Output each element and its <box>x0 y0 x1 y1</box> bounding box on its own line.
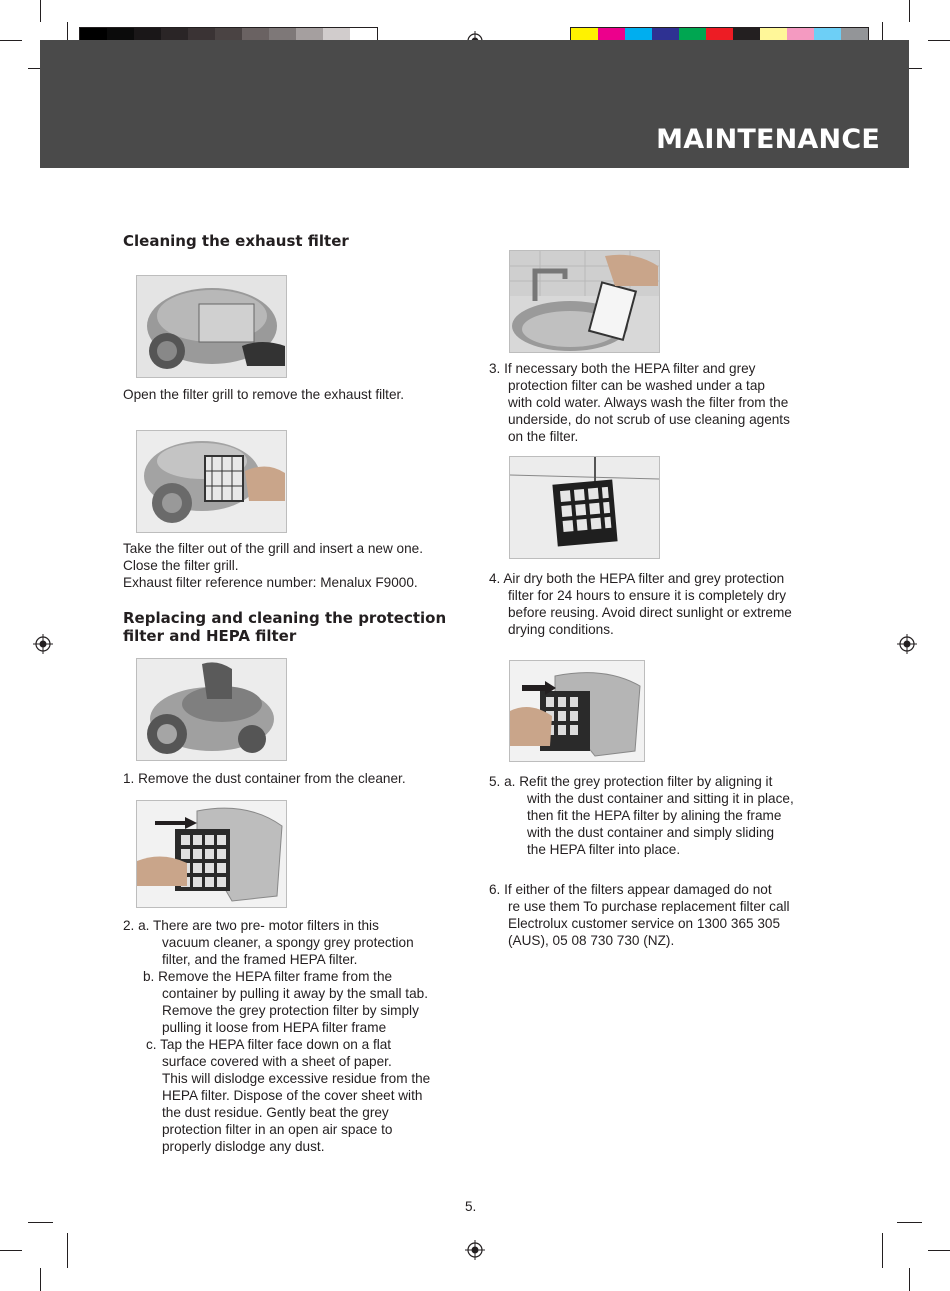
vacuum-filter-insert-photo <box>136 430 287 533</box>
step-line: then fit the HEPA filter by alining the frame <box>527 808 782 823</box>
step-line: filter for 24 hours to ensure it is completely dry <box>508 588 787 603</box>
step-line: 6. If either of the filters appear damaged do not <box>489 882 772 897</box>
step-1: 1. Remove the dust container from the cleaner. <box>123 771 406 786</box>
step-line: 4. Air dry both the HEPA filter and grey protection <box>489 571 785 586</box>
step-line: filter, and the framed HEPA filter. <box>162 952 358 967</box>
step-line: vacuum cleaner, a spongy grey protection <box>162 935 414 950</box>
registration-mark-icon <box>897 634 917 654</box>
caption-line: Exhaust filter reference number: Menalux F9000. <box>123 575 418 590</box>
caption-open-grill: Open the filter grill to remove the exhaust filter. <box>123 387 405 402</box>
step-line: drying conditions. <box>508 622 614 637</box>
section-heading-hepa <box>123 609 446 645</box>
registration-mark-icon <box>33 634 53 654</box>
step-line: underside, do not scrub of use cleaning agents <box>508 412 790 427</box>
step-3 <box>489 360 790 445</box>
step-5a <box>489 773 794 858</box>
step-line: Electrolux customer service on 1300 365 305 <box>508 916 781 931</box>
crop-mark <box>0 1250 22 1251</box>
crop-mark <box>40 0 41 22</box>
crop-mark <box>67 1233 68 1268</box>
step-line: with cold water. Always wash the filter from the <box>508 395 789 410</box>
step-line: b. Remove the HEPA filter frame from the <box>143 969 393 984</box>
page-number: 5. <box>465 1199 477 1214</box>
step-2b <box>143 968 428 1036</box>
step-line: 2. a. There are two pre- motor filters in this <box>123 918 379 933</box>
step-line: 5. a. Refit the grey protection filter by aligning it <box>489 774 773 789</box>
step-2a <box>123 917 414 968</box>
step-line: the dust residue. Gently beat the grey <box>162 1105 389 1120</box>
step-6 <box>489 881 790 949</box>
step-line: re use them To purchase replacement filter call <box>508 899 790 914</box>
step-line: properly dislodge any dust. <box>162 1139 325 1154</box>
step-4 <box>489 570 792 638</box>
step-2c <box>146 1036 430 1155</box>
step-line: on the filter. <box>508 429 579 444</box>
step-line: protection filter in an open air space to <box>162 1122 393 1137</box>
step-line: container by pulling it away by the small tab. <box>162 986 428 1001</box>
caption-replace-filter <box>123 540 423 591</box>
dust-container-removal-photo <box>136 658 287 761</box>
step-line: with the dust container and simply sliding <box>527 825 775 840</box>
caption-line: Take the filter out of the grill and insert a new one. <box>123 541 423 556</box>
step-line: protection filter can be washed under a tap <box>508 378 765 393</box>
crop-mark <box>882 1233 883 1268</box>
step-line: 3. If necessary both the HEPA filter and grey <box>489 361 756 376</box>
step-line: HEPA filter. Dispose of the cover sheet with <box>162 1088 423 1103</box>
section-heading-exhaust: Cleaning the exhaust filter <box>123 232 349 250</box>
hepa-filter-pull-photo <box>136 800 287 908</box>
filter-drying-line-photo <box>509 456 660 559</box>
step-line: with the dust container and sitting it in place, <box>527 791 794 806</box>
filter-washing-sink-photo <box>509 250 660 353</box>
crop-mark <box>28 1222 53 1223</box>
crop-mark <box>909 1268 910 1291</box>
step-line: Remove the grey protection filter by simply <box>162 1003 419 1018</box>
step-line: (AUS), 05 08 730 730 (NZ). <box>508 933 675 948</box>
step-line: pulling it loose from HEPA filter frame <box>162 1020 387 1035</box>
crop-mark <box>928 40 950 41</box>
crop-mark <box>0 40 22 41</box>
crop-mark <box>909 0 910 22</box>
crop-mark <box>897 1222 922 1223</box>
step-line: before reusing. Avoid direct sunlight or extreme <box>508 605 792 620</box>
step-line: the HEPA filter into place. <box>527 842 681 857</box>
hepa-filter-refit-photo <box>509 660 645 762</box>
heading-line: Replacing and cleaning the protection <box>123 609 447 627</box>
vacuum-grill-photo <box>136 275 287 378</box>
heading-line: filter and HEPA filter <box>123 627 297 645</box>
step-line: c. Tap the HEPA filter face down on a flat <box>146 1037 392 1052</box>
step-line: This will dislodge excessive residue from the <box>162 1071 431 1086</box>
crop-mark <box>40 1268 41 1291</box>
step-line: surface covered with a sheet of paper. <box>162 1054 392 1069</box>
registration-mark-icon <box>465 1240 485 1260</box>
page-title: MAINTENANCE <box>656 124 880 155</box>
crop-mark <box>928 1250 950 1251</box>
caption-line: Close the filter grill. <box>123 558 239 573</box>
